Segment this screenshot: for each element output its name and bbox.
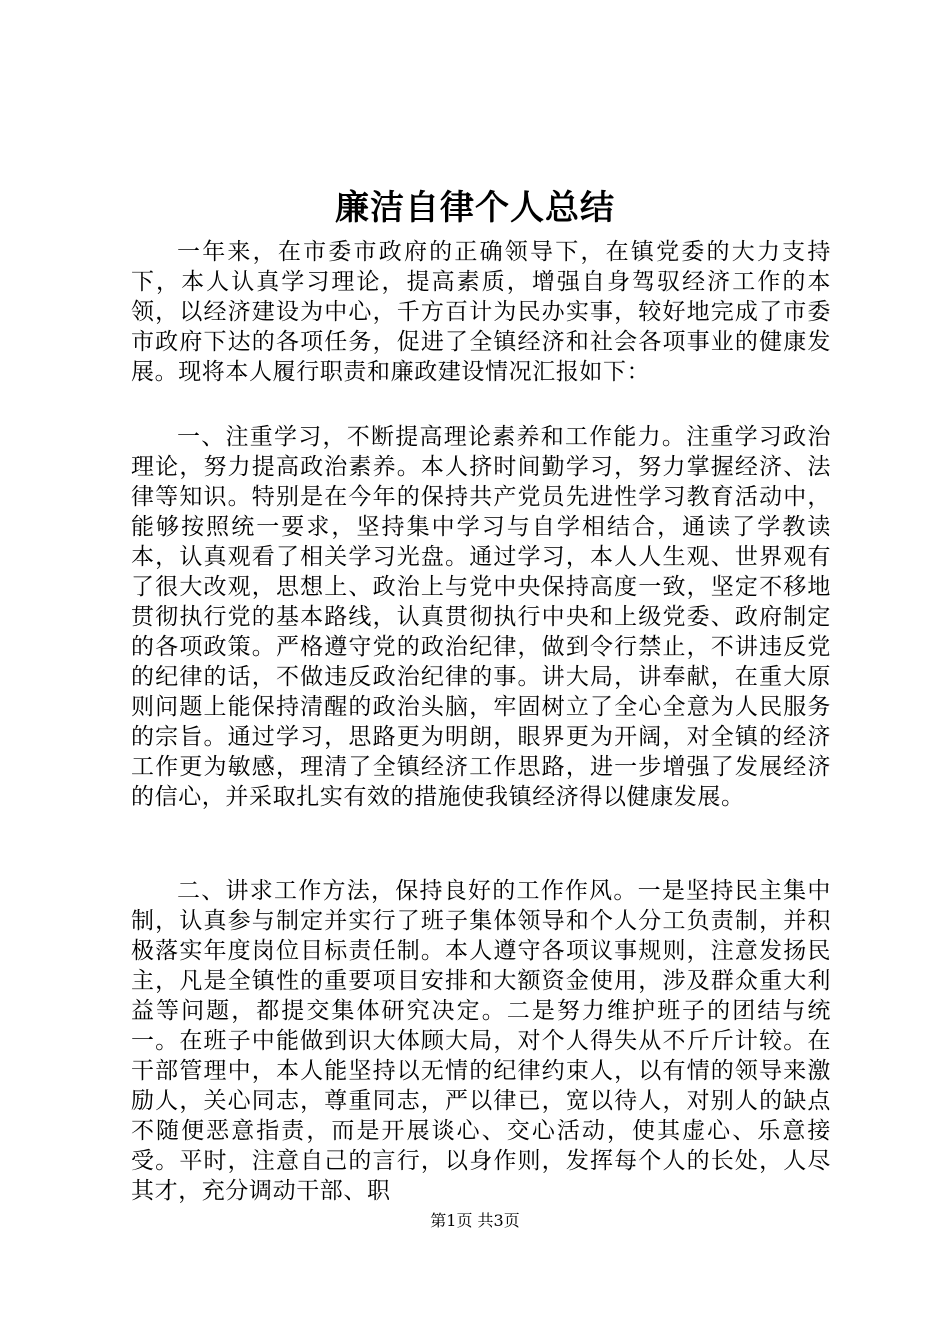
page-number-footer: 第1页 共3页 [430, 1211, 520, 1230]
document-title: 廉洁自律个人总结 [335, 188, 615, 228]
paragraph-intro: 一年来，在市委市政府的正确领导下，在镇党委的大力支持下，本人认真学习理论，提高素质，增强自身驾驭经济工作的本领，以经济建设为中心，千方百计为民办实事，较好地完成了市委市政府下达的各项任务，促进了全镇经济和社会各项事业的健康发展。现将本人履行职责和廉政建设情况汇报如下： [131, 239, 831, 385]
paragraph-work-method: 二、讲求工作方法，保持良好的工作作风。一是坚持民主集中制，认真参与制定并实行了班子集体领导和个人分工负责制，并积极落实年度岗位目标责任制。本人遵守各项议事规则，注意发扬民主，凡是全镇性的重要项目安排和大额资金使用，涉及群众重大利益等问题，都提交集体研究决定。二是努力维护班子的团结与统一。在班子中能做到识大体顾大局，对个人得失从不斤斤计较。在干部管理中，本人能坚持以无情的纪律约束人，以有情的领导来激励人，关心同志，尊重同志，严以律已，宽以待人，对别人的缺点不随便恶意指责，而是开展谈心、交心活动，使其虚心、乐意接受。平时，注意自己的言行，以身作则，发挥每个人的长处，人尽其才，充分调动干部、职 [131, 878, 831, 1204]
paragraph-study: 一、注重学习，不断提高理论素养和工作能力。注重学习政治理论，努力提高政治素养。本人挤时间勤学习，努力掌握经济、法律等知识。特别是在今年的保持共产党员先进性学习教育活动中，能够按照统一要求，坚持集中学习与自学相结合，通读了学教读本，认真观看了相关学习光盘。通过学习，本人人生观、世界观有了很大改观，思想上、政治上与党中央保持高度一致，坚定不移地贯彻执行党的基本路线，认真贯彻执行中央和上级党委、政府制定的各项政策。严格遵守党的政治纪律，做到令行禁止，不讲违反党的纪律的话，不做违反政治纪律的事。讲大局，讲奉献，在重大原则问题上能保持清醒的政治头脑，牢固树立了全心全意为人民服务的宗旨。通过学习，思路更为明朗，眼界更为开阔，对全镇的经济工作更为敏感，理清了全镇经济工作思路，进一步增强了发展经济的信心，并采取扎实有效的措施使我镇经济得以健康发展。 [131, 424, 831, 810]
